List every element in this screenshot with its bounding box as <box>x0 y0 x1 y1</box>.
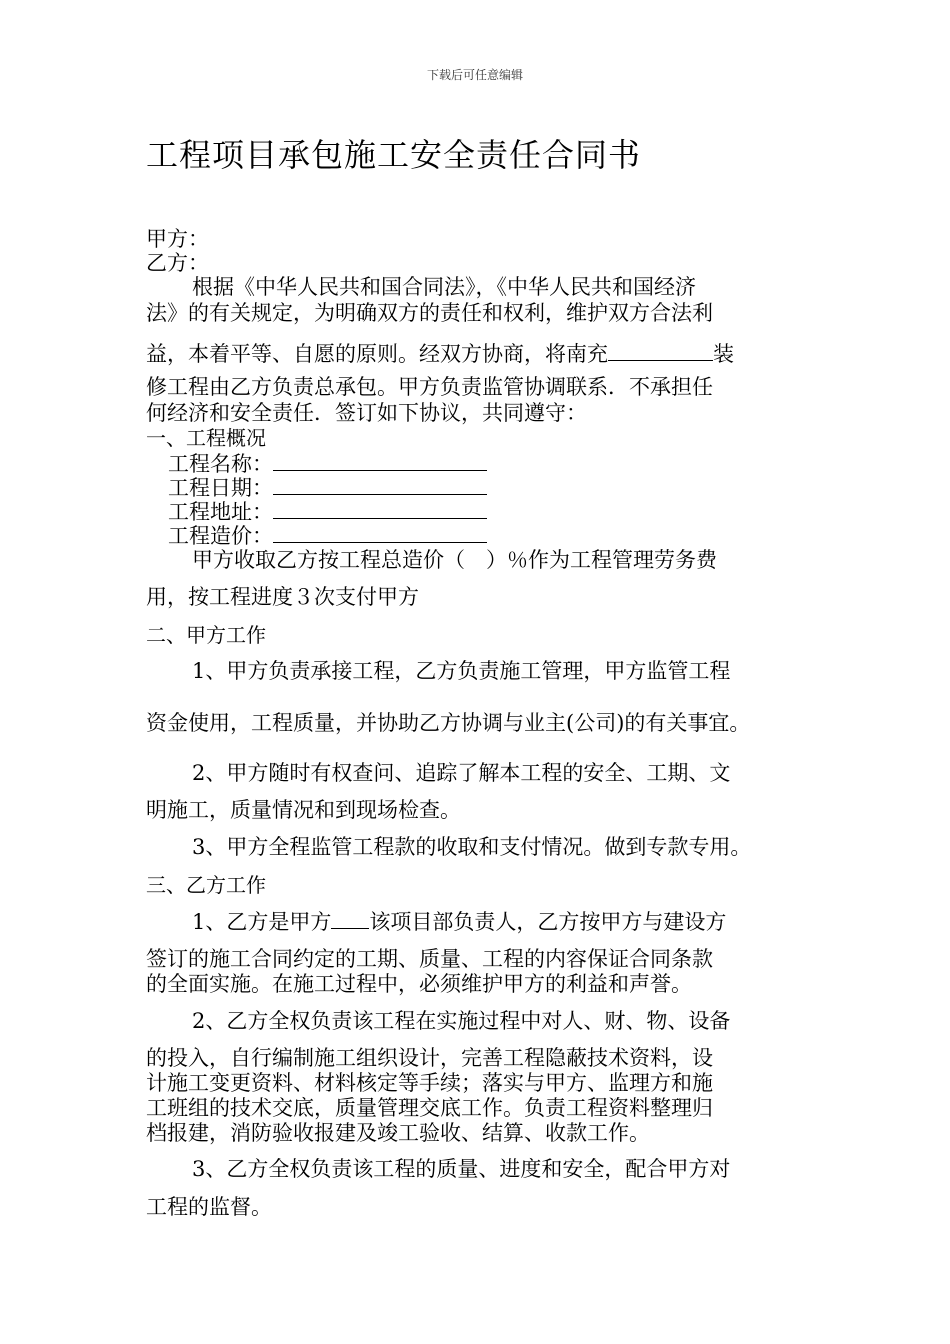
party-b-label: 乙方： <box>146 251 209 275</box>
field-blank <box>273 522 487 543</box>
s3-p2-line-3: 计施工变更资料、材料核定等手续；落实与甲方、监理方和施 <box>146 1071 713 1095</box>
s3-p1-text-b: 该项目部负责人，乙方按甲方与建设方 <box>369 910 727 934</box>
s2-p2-line-2: 明施工，质量情况和到现场检查。 <box>146 798 461 822</box>
s3-p3-line-1: 3、乙方全权负责该工程的质量、进度和安全，配合甲方对 <box>192 1157 731 1181</box>
s2-p3: 3、甲方全程监管工程款的收取和支付情况。做到专款专用。 <box>192 835 752 859</box>
intro-line-4: 修工程由乙方负责总承包。甲方负责监管协调联系．不承担任 <box>146 375 713 399</box>
s3-p3-line-2: 工程的监督。 <box>146 1195 272 1219</box>
section-3-heading: 三、乙方工作 <box>146 873 266 897</box>
s3-p2-line-5: 档报建，消防验收报建及竣工验收、结算、收款工作。 <box>146 1121 650 1145</box>
s2-p2-line-1: 2、甲方随时有权查问、追踪了解本工程的安全、工期、文 <box>192 761 731 785</box>
intro-line-3-text: 益，本着平等、自愿的原则。经双方协商，将南充 <box>146 342 608 366</box>
field-project-cost <box>168 522 487 549</box>
s3-p2-line-4: 工班组的技术交底，质量管理交底工作。负责工程资料整理归 <box>146 1096 713 1120</box>
intro-line-1: 根据《中华人民共和国合同法》，《中华人民共和国经济 <box>192 275 696 299</box>
field-blank <box>273 450 487 471</box>
section-2-heading: 二、甲方工作 <box>146 623 266 647</box>
header-note: 下载后可任意编辑 <box>426 68 523 82</box>
intro-line-2: 法》的有关规定，为明确双方的责任和权利，维护双方合法利 <box>146 301 713 325</box>
s2-p1-line-2: 资金使用，工程质量，并协助乙方协调与业主(公司)的有关事宜。 <box>146 711 751 735</box>
intro-line-3-tail: 装 <box>713 342 734 366</box>
s3-p1-line-2: 签订的施工合同约定的工期、质量、工程的内容保证合同条款 <box>146 947 713 971</box>
field-project-date <box>168 474 487 501</box>
field-label: 工程地址： <box>168 500 273 524</box>
field-label: 工程日期： <box>168 476 273 500</box>
section-1-heading: 一、工程概况 <box>146 426 266 450</box>
s3-p1-line-3: 的全面实施。在施工过程中，必须维护甲方的利益和声誉。 <box>146 972 692 996</box>
s3-p1-text-a: 1、乙方是甲方 <box>192 910 332 934</box>
fee-line-2: 用，按工程进度３次支付甲方 <box>146 585 419 609</box>
field-blank <box>273 474 487 495</box>
intro-line-5: 何经济和安全责任．签订如下协议，共同遵守： <box>146 401 587 425</box>
field-project-address <box>168 498 487 525</box>
party-a-label: 甲方： <box>146 227 209 251</box>
field-label: 工程名称： <box>168 452 273 476</box>
s2-p1-line-1: 1、甲方负责承接工程，乙方负责施工管理，甲方监管工程 <box>192 659 731 683</box>
s3-p2-line-2: 的投入，自行编制施工组织设计，完善工程隐蔽技术资料，设 <box>146 1046 713 1070</box>
s3-p1-line-1 <box>192 908 726 935</box>
field-label: 工程造价： <box>168 524 273 548</box>
document-title: 工程项目承包施工安全责任合同书 <box>146 136 642 174</box>
s3-p2-line-1: 2、乙方全权负责该工程在实施过程中对人、财、物、设备 <box>192 1009 731 1033</box>
party-a-blank <box>331 908 369 929</box>
project-name-blank <box>608 340 713 361</box>
intro-line-3 <box>146 340 734 367</box>
field-blank <box>273 498 487 519</box>
field-project-name <box>168 450 487 477</box>
fee-line-1: 甲方收取乙方按工程总造价（ ）％作为工程管理劳务费 <box>192 548 717 572</box>
